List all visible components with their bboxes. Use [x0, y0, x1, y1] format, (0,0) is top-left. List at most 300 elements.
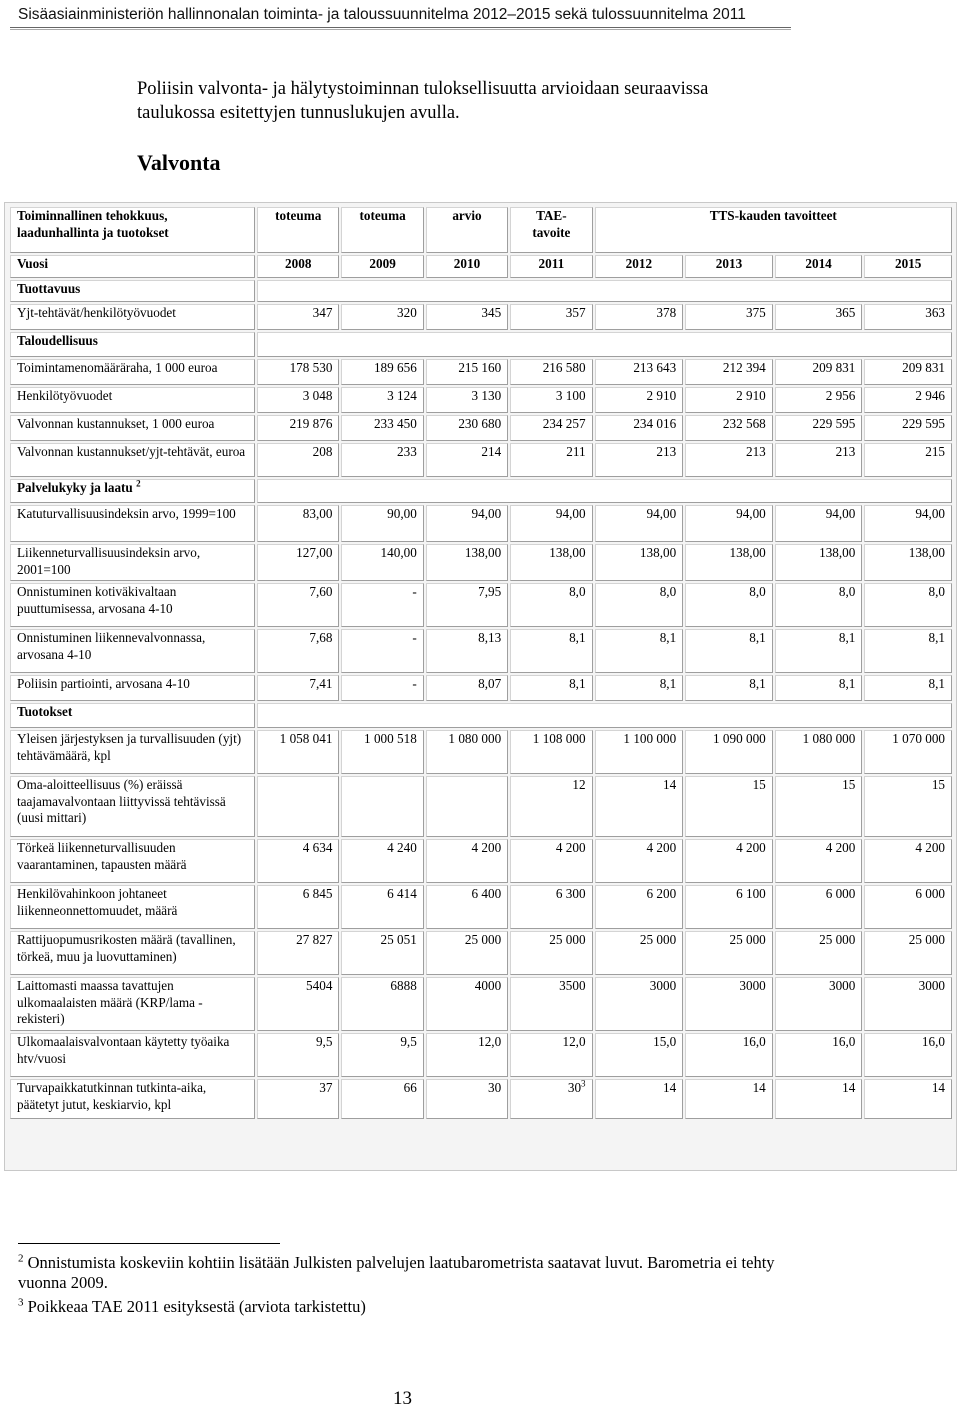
header-cell: Toiminnallinen tehokkuus, laadunhallinta ja tuotokset: [10, 207, 255, 253]
cell-value: 4 200: [825, 840, 856, 855]
table-row: [10, 544, 952, 581]
section-label: [10, 479, 255, 503]
value-cell: [257, 544, 339, 581]
table-row: [10, 505, 952, 542]
value-cell: [685, 304, 773, 330]
cell-value: -: [412, 584, 417, 599]
year-cell: 2008: [257, 255, 339, 278]
cell-value: 3000: [739, 978, 766, 993]
value-cell: [775, 839, 863, 883]
value-cell: [257, 583, 339, 627]
value-cell: [864, 1079, 952, 1119]
value-cell: [775, 1033, 863, 1077]
section-label-text: Tuottavuus: [17, 281, 81, 296]
value-cell: [685, 443, 773, 477]
cell-value: 138,00: [464, 545, 502, 560]
cell-value: 8,1: [838, 630, 856, 645]
value-cell: [426, 776, 508, 837]
cell-value: 320: [397, 305, 417, 320]
value-cell: [775, 544, 863, 581]
value-cell: [426, 931, 508, 975]
cell-value: 232 568: [722, 416, 766, 431]
cell-value: 3000: [828, 978, 856, 993]
empty-cell: [257, 332, 952, 357]
value-cell: [864, 443, 952, 477]
value-cell: [595, 885, 684, 929]
cell-value: 138,00: [819, 545, 856, 560]
value-cell: [775, 977, 863, 1031]
cell-value: 234 257: [542, 416, 586, 431]
cell-value: 9,5: [315, 1034, 333, 1049]
cell-value: 4 200: [646, 840, 677, 855]
table-row: [10, 1079, 952, 1119]
value-cell: [510, 387, 592, 413]
value-cell: [864, 359, 952, 385]
value-cell: [257, 629, 339, 673]
row-label: Rattijuopumusrikosten määrä (tavallinen, törkeä, muu ja luovuttaminen): [10, 931, 255, 975]
page-number: 13: [393, 1388, 412, 1409]
cell-value: 208: [312, 444, 333, 459]
cell-value: 16,0: [742, 1034, 766, 1049]
header-rule-secondary: [10, 29, 791, 30]
value-cell: [257, 359, 339, 385]
value-cell: [775, 776, 863, 837]
value-cell: [341, 1079, 423, 1119]
cell-value: 16,0: [832, 1034, 856, 1049]
cell-value: 6 300: [555, 886, 586, 901]
cell-value: 25 000: [464, 932, 502, 947]
cell-value: 4000: [474, 978, 502, 993]
value-cell: [685, 1079, 773, 1119]
cell-value: 216 580: [542, 360, 586, 375]
value-cell: [595, 675, 684, 701]
row-label: Ulkomaalaisvalvontaan käytetty työaika htv/vuosi: [10, 1033, 255, 1077]
cell-value: 4 200: [471, 840, 502, 855]
value-cell: [775, 931, 863, 975]
value-cell: [510, 443, 592, 477]
value-cell: [685, 544, 773, 581]
value-cell: [510, 730, 592, 774]
cell-value: 30: [567, 1080, 582, 1095]
cell-value: 8,1: [838, 676, 856, 691]
value-cell: [341, 977, 423, 1031]
cell-value: 2 910: [736, 388, 766, 403]
cell-value: 229 595: [812, 416, 856, 431]
table-row: [10, 675, 952, 701]
value-cell: [341, 505, 423, 542]
row-label: Valvonnan kustannukset, 1 000 euroa: [10, 415, 255, 441]
cell-value: 94,00: [471, 506, 502, 521]
cell-value: 3 124: [387, 388, 417, 403]
cell-value: 215 160: [458, 360, 502, 375]
value-cell: [341, 359, 423, 385]
value-cell: [685, 776, 773, 837]
cell-value: 215: [925, 444, 945, 459]
cell-value: 8,0: [749, 584, 766, 599]
cell-value: 6 414: [387, 886, 417, 901]
cell-value: 9,5: [400, 1034, 417, 1049]
cell-value: 3000: [918, 978, 945, 993]
cell-value: 8,0: [569, 584, 586, 599]
row-label: Katuturvallisuusindeksin arvo, 1999=100: [10, 505, 255, 542]
row-label: Poliisin partiointi, arvosana 4-10: [10, 675, 255, 701]
table-header-row: [10, 207, 952, 253]
value-cell: [595, 1079, 684, 1119]
value-cell: [685, 387, 773, 413]
row-label: Yjt-tehtävät/henkilötyövuodet: [10, 304, 255, 330]
value-cell: [341, 629, 423, 673]
cell-value: 138,00: [549, 545, 586, 560]
row-label: Laittomasti maassa tavattujen ulkomaalaisten määrä (KRP/lama - rekisteri): [10, 977, 255, 1031]
year-cell: 2015: [864, 255, 952, 278]
cell-value: 363: [925, 305, 945, 320]
value-cell: [510, 359, 592, 385]
cell-value: 8,1: [659, 630, 677, 645]
value-cell: [864, 629, 952, 673]
cell-value: 8,0: [838, 584, 856, 599]
cell-value: 3 130: [471, 388, 502, 403]
value-cell: [864, 839, 952, 883]
value-cell: [341, 387, 423, 413]
cell-value: 3 100: [555, 388, 586, 403]
value-cell: [685, 885, 773, 929]
section-label: [10, 332, 255, 357]
value-cell: [426, 977, 508, 1031]
row-label: Onnistuminen liikennevalvonnassa, arvosana 4-10: [10, 629, 255, 673]
value-cell: [775, 505, 863, 542]
value-cell: [426, 505, 508, 542]
cell-value: 6 845: [302, 886, 333, 901]
value-cell: [775, 1079, 863, 1119]
cell-value: 1 080 000: [448, 731, 502, 746]
footnote-ref: 3: [581, 1078, 586, 1089]
table-row: [10, 443, 952, 477]
value-cell: [864, 885, 952, 929]
table-row: [10, 977, 952, 1031]
value-cell: [510, 931, 592, 975]
cell-value: 8,1: [749, 630, 766, 645]
value-cell: [685, 931, 773, 975]
cell-value: 209 831: [902, 360, 945, 375]
cell-value: 25 051: [380, 932, 417, 947]
row-label: Valvonnan kustannukset/yjt-tehtävät, euroa: [10, 443, 255, 477]
cell-value: 8,0: [659, 584, 677, 599]
value-cell: [775, 387, 863, 413]
value-cell: [864, 415, 952, 441]
value-cell: [685, 1033, 773, 1077]
value-cell: [426, 885, 508, 929]
value-cell: [685, 583, 773, 627]
value-cell: [775, 359, 863, 385]
cell-value: -: [412, 676, 417, 691]
year-cell: 2010: [426, 255, 508, 278]
running-header: Sisäasiainministeriön hallinnonalan toiminta- ja taloussuunnitelma 2012–2015 sekä tulossuunnitelma 2011: [18, 6, 746, 23]
section-label-text: Palvelukyky ja laatu: [17, 480, 133, 495]
year-cell: 2012: [595, 255, 684, 278]
cell-value: 94,00: [825, 506, 856, 521]
value-cell: [510, 977, 592, 1031]
cell-value: 4 200: [555, 840, 586, 855]
cell-value: 25 000: [639, 932, 677, 947]
cell-value: 6 100: [736, 886, 766, 901]
table-row: [10, 1033, 952, 1077]
value-cell: [341, 776, 423, 837]
cell-value: 7,95: [478, 584, 502, 599]
section-row: [10, 703, 952, 728]
value-cell: [426, 839, 508, 883]
cell-value: 8,1: [928, 676, 945, 691]
cell-value: 7,60: [309, 584, 333, 599]
year-cell: 2014: [775, 255, 863, 278]
header-cell: TAE-tavoite: [510, 207, 592, 253]
value-cell: [510, 1033, 592, 1077]
valvonta-table: [8, 205, 954, 1121]
value-cell: [341, 839, 423, 883]
row-label: Henkilövahinkoon johtaneet liikenneonnettomuudet, määrä: [10, 885, 255, 929]
cell-value: 178 530: [289, 360, 333, 375]
value-cell: [595, 415, 684, 441]
value-cell: [595, 1033, 684, 1077]
value-cell: [595, 977, 684, 1031]
cell-value: 6 200: [646, 886, 677, 901]
row-label: Yleisen järjestyksen ja turvallisuuden (yjt) tehtävämäärä, kpl: [10, 730, 255, 774]
cell-value: 4 200: [736, 840, 766, 855]
row-label: Oma-aloitteellisuus (%) eräissä taajamavalvontaan liittyvissä tehtävissä (uusi mittari): [10, 776, 255, 837]
years-row: [10, 255, 952, 278]
footnote-mark: 2: [18, 1252, 24, 1265]
value-cell: [864, 304, 952, 330]
value-cell: [595, 730, 684, 774]
value-cell: [257, 415, 339, 441]
cell-value: 8,1: [569, 676, 586, 691]
cell-value: 345: [481, 305, 502, 320]
value-cell: [775, 443, 863, 477]
cell-value: 230 680: [458, 416, 502, 431]
cell-value: 66: [403, 1080, 417, 1095]
value-cell: [510, 544, 592, 581]
table-row: [10, 359, 952, 385]
value-cell: [775, 885, 863, 929]
cell-value: 8,13: [478, 630, 502, 645]
footnote-3: [18, 1297, 366, 1317]
cell-value: 4 634: [302, 840, 333, 855]
section-label: [10, 703, 255, 728]
cell-value: 233 450: [373, 416, 417, 431]
footnote-text: Poikkeaa TAE 2011 esityksestä (arviota tarkistettu): [27, 1297, 366, 1316]
value-cell: [341, 931, 423, 975]
value-cell: [426, 359, 508, 385]
cell-value: 357: [565, 305, 586, 320]
section-title: Valvonta: [137, 150, 221, 175]
table-row: [10, 931, 952, 975]
value-cell: [775, 675, 863, 701]
cell-value: 3000: [649, 978, 677, 993]
cell-value: 12,0: [562, 1034, 586, 1049]
cell-value: 94,00: [736, 506, 766, 521]
header-cell: toteuma: [257, 207, 339, 253]
table-row: [10, 415, 952, 441]
cell-value: 14: [662, 777, 677, 792]
cell-value: 233: [397, 444, 417, 459]
row-label: Onnistuminen kotiväkivaltaan puuttumisessa, arvosana 4-10: [10, 583, 255, 627]
cell-value: 7,41: [309, 676, 333, 691]
table-row: [10, 387, 952, 413]
value-cell: [426, 1033, 508, 1077]
year-label: Vuosi: [10, 255, 255, 278]
value-cell: [510, 839, 592, 883]
value-cell: [426, 629, 508, 673]
value-cell: [426, 675, 508, 701]
empty-cell: [257, 479, 952, 503]
row-label: Turvapaikkatutkinnan tutkinta-aika, päätetyt jutut, keskiarvio, kpl: [10, 1079, 255, 1119]
cell-value: 8,1: [749, 676, 766, 691]
footnote-ref: 2: [136, 478, 141, 489]
header-cell: arvio: [426, 207, 508, 253]
header-cell: TTS-kauden tavoitteet: [595, 207, 952, 253]
cell-value: 140,00: [380, 545, 417, 560]
cell-value: 4 200: [915, 840, 945, 855]
value-cell: [864, 675, 952, 701]
cell-value: 27 827: [296, 932, 333, 947]
footnote-2: [18, 1253, 788, 1293]
value-cell: [685, 415, 773, 441]
value-cell: [341, 1033, 423, 1077]
cell-value: 138,00: [639, 545, 677, 560]
cell-value: 2 910: [646, 388, 677, 403]
value-cell: [341, 730, 423, 774]
cell-value: 25 000: [908, 932, 945, 947]
footnote-text: Onnistumista koskeviin kohtiin lisätään Julkisten palvelujen laatubarometrista saatavat luvut. Barometria ei tehty vuonna 2009.: [18, 1253, 775, 1292]
value-cell: [257, 977, 339, 1031]
value-cell: [257, 304, 339, 330]
cell-value: 1 080 000: [802, 731, 856, 746]
value-cell: [257, 931, 339, 975]
value-cell: [685, 730, 773, 774]
value-cell: [510, 583, 592, 627]
value-cell: [595, 931, 684, 975]
value-cell: [257, 675, 339, 701]
value-cell: [257, 443, 339, 477]
value-cell: [426, 415, 508, 441]
value-cell: [864, 505, 952, 542]
cell-value: 7,68: [309, 630, 333, 645]
cell-value: 6 400: [471, 886, 502, 901]
cell-value: 213 643: [633, 360, 677, 375]
value-cell: [595, 387, 684, 413]
value-cell: [864, 583, 952, 627]
cell-value: 212 394: [722, 360, 766, 375]
footnote-mark: 3: [18, 1296, 24, 1309]
value-cell: [595, 629, 684, 673]
cell-value: 14: [931, 1080, 945, 1095]
value-cell: [685, 505, 773, 542]
value-cell: [341, 583, 423, 627]
cell-value: 37: [319, 1080, 333, 1095]
cell-value: 8,0: [928, 584, 945, 599]
value-cell: [685, 977, 773, 1031]
value-cell: [426, 387, 508, 413]
cell-value: 14: [752, 1080, 766, 1095]
table-row: [10, 629, 952, 673]
value-cell: [595, 776, 684, 837]
value-cell: [426, 544, 508, 581]
cell-value: 90,00: [387, 506, 417, 521]
value-cell: [685, 359, 773, 385]
cell-value: 1 070 000: [892, 731, 945, 746]
value-cell: [257, 730, 339, 774]
cell-value: 4 240: [387, 840, 417, 855]
table-row: [10, 730, 952, 774]
cell-value: 213: [835, 444, 856, 459]
cell-value: 94,00: [555, 506, 586, 521]
year-cell: 2009: [341, 255, 423, 278]
value-cell: [510, 885, 592, 929]
cell-value: 94,00: [646, 506, 677, 521]
value-cell: [426, 443, 508, 477]
cell-value: 15: [931, 777, 945, 792]
value-cell: [257, 1033, 339, 1077]
cell-value: 213: [656, 444, 677, 459]
cell-value: 2 946: [915, 388, 945, 403]
row-label: Törkeä liikenneturvallisuuden vaarantaminen, tapausten määrä: [10, 839, 255, 883]
value-cell: [426, 1079, 508, 1119]
cell-value: 8,1: [569, 630, 586, 645]
table-row: [10, 885, 952, 929]
cell-value: -: [412, 630, 417, 645]
value-cell: [257, 776, 339, 837]
cell-value: 214: [481, 444, 502, 459]
value-cell: [341, 415, 423, 441]
cell-value: 138,00: [908, 545, 945, 560]
value-cell: [775, 415, 863, 441]
cell-value: 8,07: [478, 676, 502, 691]
section-row: [10, 479, 952, 503]
cell-value: 378: [656, 305, 677, 320]
cell-value: 127,00: [296, 545, 333, 560]
value-cell: [341, 443, 423, 477]
value-cell: [426, 583, 508, 627]
value-cell: [595, 443, 684, 477]
row-label: Liikenneturvallisuusindeksin arvo, 2001=100: [10, 544, 255, 581]
value-cell: [510, 629, 592, 673]
cell-value: 219 876: [289, 416, 333, 431]
cell-value: 8,1: [659, 676, 677, 691]
cell-value: 15: [752, 777, 766, 792]
value-cell: [257, 505, 339, 542]
header-cell: toteuma: [341, 207, 423, 253]
section-label-text: Tuotokset: [17, 704, 73, 719]
value-cell: [595, 304, 684, 330]
footnote-rule: [18, 1243, 280, 1244]
header-rule: [10, 27, 791, 28]
cell-value: 30: [487, 1080, 502, 1095]
cell-value: 25 000: [729, 932, 766, 947]
value-cell: [510, 304, 592, 330]
value-cell: [510, 505, 592, 542]
cell-value: 234 016: [633, 416, 677, 431]
empty-cell: [257, 703, 952, 728]
cell-value: 209 831: [812, 360, 856, 375]
cell-value: 8,1: [928, 630, 945, 645]
cell-value: 1 000 518: [364, 731, 417, 746]
cell-value: 1 100 000: [623, 731, 677, 746]
value-cell: [685, 675, 773, 701]
value-cell: [775, 629, 863, 673]
cell-value: 14: [662, 1080, 677, 1095]
value-cell: [595, 505, 684, 542]
cell-value: 6 000: [915, 886, 945, 901]
value-cell: [257, 839, 339, 883]
